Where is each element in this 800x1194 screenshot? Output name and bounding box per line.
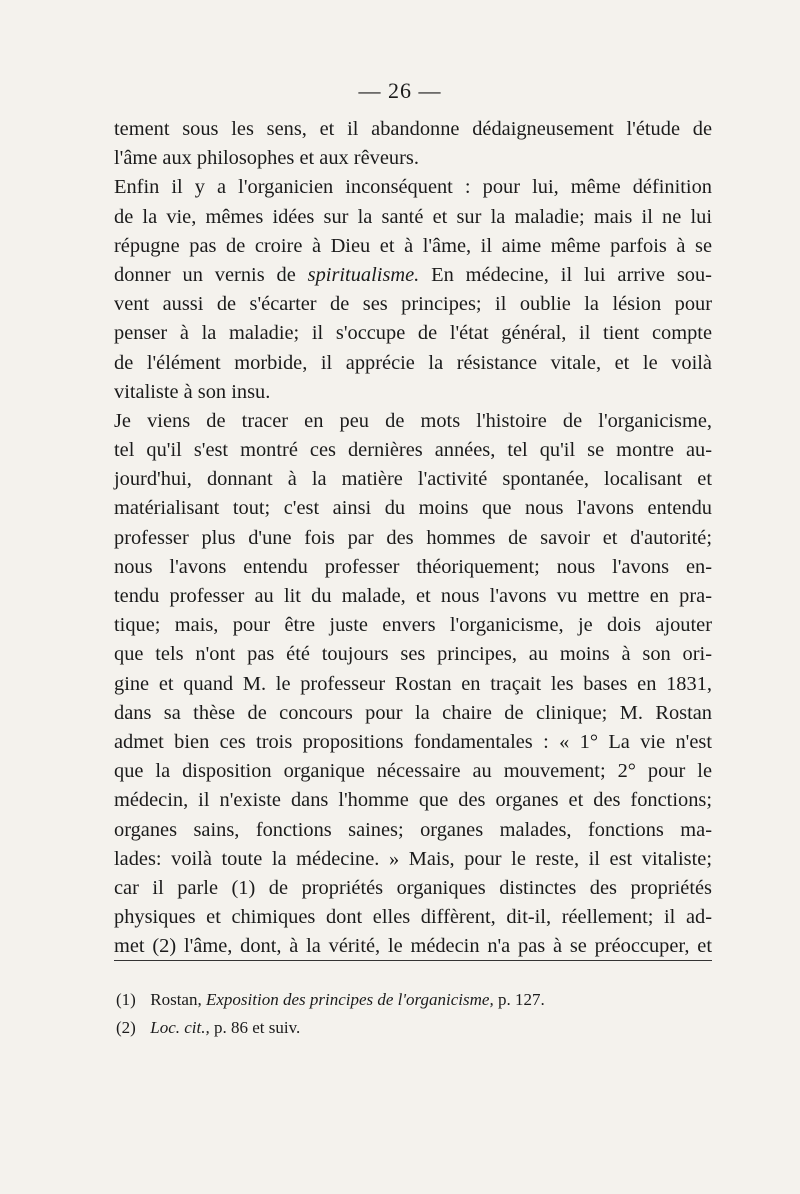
text-line: répugne pas de croire à Dieu et à l'âme, il aime même parfois à se [114, 234, 712, 257]
text-line: car il parle (1) de propriétés organiques distinctes des propriétés [114, 876, 712, 899]
text-line: met (2) l'âme, dont, à la vérité, le médecin n'a pas à se préoccuper, et [114, 935, 712, 958]
footnote-marker: (1) [116, 990, 136, 1009]
footnote-marker: (2) [116, 1018, 136, 1037]
text-line: vent aussi de s'écarter de ses principes; il oublie la lésion pour [114, 293, 712, 316]
footnote-page: p. 127. [497, 990, 545, 1009]
text-line: physiques et chimiques dont elles diffèrent, dit-il, réellement; il ad- [114, 906, 712, 929]
text-line: tel qu'il s'est montré ces dernières années, tel qu'il se montre au- [114, 439, 712, 462]
text-line: que la disposition organique nécessaire au mouvement; 2° pour le [114, 760, 712, 783]
text-line: de la vie, mêmes idées sur la santé et sur la maladie; mais il ne lui [114, 205, 712, 228]
footnote [114, 986, 712, 1014]
text-line: que tels n'ont pas été toujours ses principes, au moins à son ori- [114, 643, 712, 666]
text-line: tendu professer au lit du malade, et nous l'avons vu mettre en pra- [114, 585, 712, 607]
text-line: tement sous les sens, et il abandonne dédaigneusement l'étude de [114, 118, 712, 140]
text-line: vitaliste à son insu. [114, 380, 271, 403]
text-line: médecin, il n'existe dans l'homme que des organes et des fonctions; [114, 789, 712, 812]
text-line: Je viens de tracer en peu de mots l'histoire de l'organicisme, [114, 409, 712, 432]
footnote-title: Exposition des principes de l'organicisme, [205, 990, 494, 1009]
footnote-title: Loc. cit., [150, 1018, 210, 1037]
text-line: jourd'hui, donnant à la matière l'activité spontanée, localisant et [114, 468, 712, 491]
text-line: organes sains, fonctions saines; organes malades, fonctions ma- [114, 818, 712, 841]
text-line: matérialisant tout; c'est ainsi du moins que nous l'avons entendu [114, 497, 712, 520]
page-number: — 26 — [358, 78, 442, 103]
text-line: tique; mais, pour être juste envers l'organicisme, je dois ajouter [114, 614, 712, 637]
text-segment: donner un vernis de [114, 263, 296, 286]
text-segment: En médecine, il lui arrive sou- [431, 263, 712, 286]
text-line: lades: voilà toute la médecine. » Mais, pour le reste, il est vitaliste; [114, 847, 712, 870]
text-line: gine et quand M. le professeur Rostan en traçait les bases en 1831, [114, 672, 712, 695]
footnotes [114, 986, 712, 1042]
emphasis-term: spiritualisme. [307, 263, 420, 286]
text-line: nous l'avons entendu professer théoriquement; nous l'avons en- [114, 555, 712, 578]
text-line: admet bien ces trois propositions fondamentales : « 1° La vie n'est [114, 730, 712, 753]
text-line [114, 261, 712, 290]
footnote-author: Rostan, [150, 990, 202, 1009]
body-text [114, 115, 712, 961]
text-line: dans sa thèse de concours pour la chaire de clinique; M. Rostan [114, 701, 712, 724]
footnote-page: p. 86 et suiv. [214, 1018, 301, 1037]
footnote [114, 1014, 712, 1042]
text-line: penser à la maladie; il s'occupe de l'état général, il tient compte [114, 322, 712, 345]
footnote-divider [114, 960, 712, 961]
text-line: l'âme aux philosophes et aux rêveurs. [114, 147, 419, 170]
text-line: de l'élément morbide, il apprécie la résistance vitale, et le voilà [114, 351, 712, 374]
text-line: Enfin il y a l'organicien inconséquent : pour lui, même définition [114, 176, 712, 199]
text-line: professer plus d'une fois par des hommes de savoir et d'autorité; [114, 526, 712, 549]
